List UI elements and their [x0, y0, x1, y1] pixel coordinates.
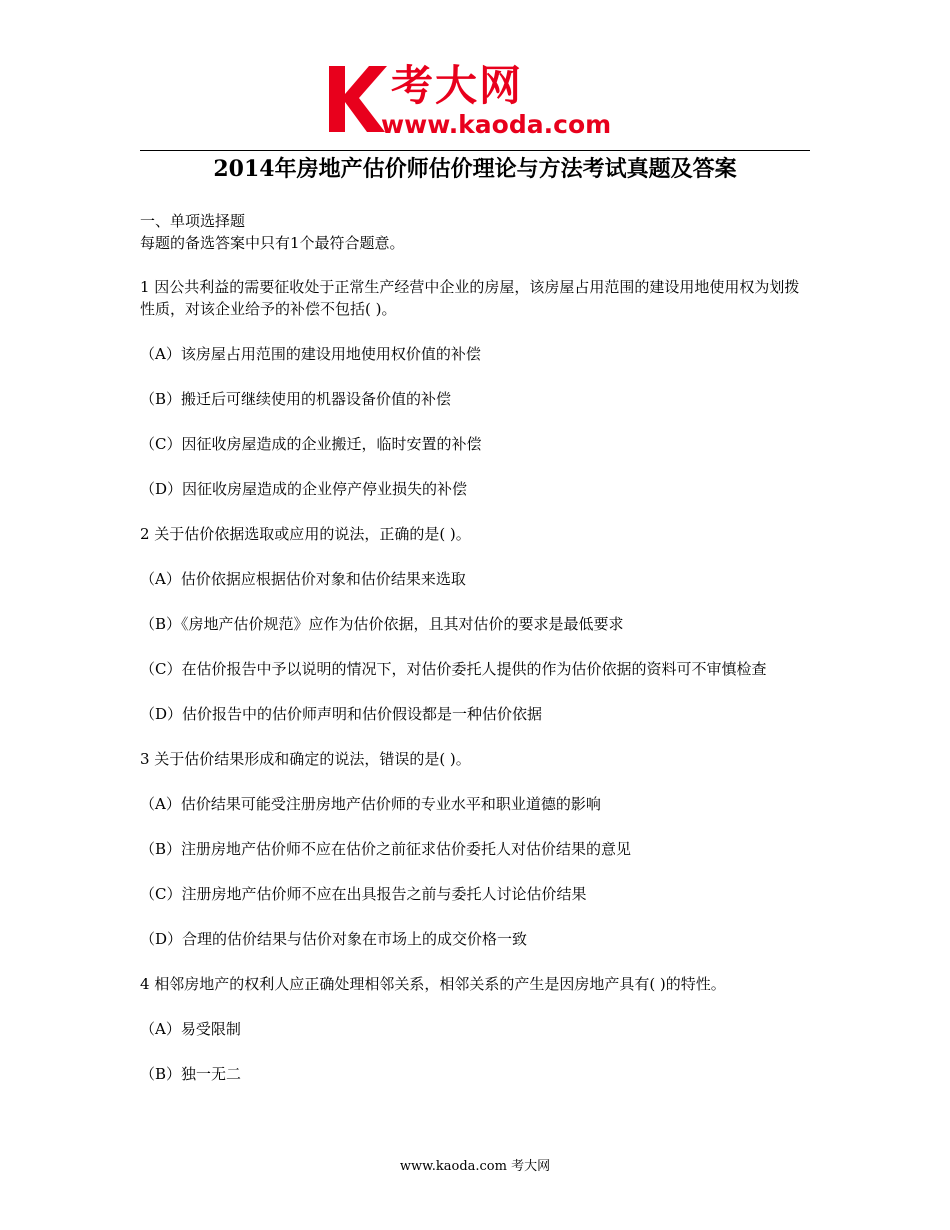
- question-2: [140, 523, 810, 725]
- logo-url: www.kaoda.com: [381, 110, 612, 139]
- option-d: （D）估价报告中的估价师声明和估价假设都是一种估价依据: [140, 705, 543, 723]
- question-text: 1 因公共利益的需要征收处于正常生产经营中企业的房屋，该房屋占用范围的建设用地使用权为划拨性质，对该企业给予的补偿不包括( )。: [140, 278, 800, 318]
- option-c: （C）因征收房屋造成的企业搬迁，临时安置的补偿: [140, 435, 482, 453]
- option-a: （A）易受限制: [140, 1020, 241, 1038]
- header-divider: [140, 150, 810, 151]
- logo-brand-name: 考大网: [391, 61, 524, 110]
- document-title: 2014年房地产估价师估价理论与方法考试真题及答案: [213, 156, 737, 182]
- option-b: （B）独一无二: [140, 1065, 242, 1083]
- option-a: （A）该房屋占用范围的建设用地使用权价值的补偿: [140, 345, 481, 363]
- option-b: （B）搬迁后可继续使用的机器设备价值的补偿: [140, 390, 452, 408]
- question-4: [140, 973, 810, 1085]
- option-c: （C）注册房地产估价师不应在出具报告之前与委托人讨论估价结果: [140, 885, 587, 903]
- section-description: 每题的备选答案中只有1个最符合题意。: [140, 234, 405, 252]
- option-a: （A）估价依据应根据估价对象和估价结果来选取: [140, 570, 466, 588]
- page-footer: www.kaoda.com 考大网: [399, 1159, 551, 1174]
- option-d: （D）因征收房屋造成的企业停产停业损失的补偿: [140, 480, 468, 498]
- option-a: （A）估价结果可能受注册房地产估价师的专业水平和职业道德的影响: [140, 795, 601, 813]
- question-text: 4 相邻房地产的权利人应正确处理相邻关系，相邻关系的产生是因房地产具有( )的特性。: [140, 975, 726, 993]
- kaoda-logo: [325, 62, 635, 140]
- option-b: （B）《房地产估价规范》应作为估价依据，且其对估价的要求是最低要求: [140, 615, 624, 633]
- section-heading: 一、单项选择题: [140, 212, 246, 230]
- option-c: （C）在估价报告中予以说明的情况下，对估价委托人提供的作为估价依据的资料可不审慎检查: [140, 660, 767, 678]
- question-text: 2 关于估价依据选取或应用的说法，正确的是( )。: [140, 525, 471, 543]
- question-text: 3 关于估价结果形成和确定的说法，错误的是( )。: [140, 750, 471, 768]
- option-b: （B）注册房地产估价师不应在估价之前征求估价委托人对估价结果的意见: [140, 840, 632, 858]
- document-body: [140, 210, 810, 1108]
- option-d: （D）合理的估价结果与估价对象在市场上的成交价格一致: [140, 930, 528, 948]
- question-3: [140, 748, 810, 950]
- question-1: [140, 276, 810, 500]
- k-logo-icon: [325, 64, 389, 134]
